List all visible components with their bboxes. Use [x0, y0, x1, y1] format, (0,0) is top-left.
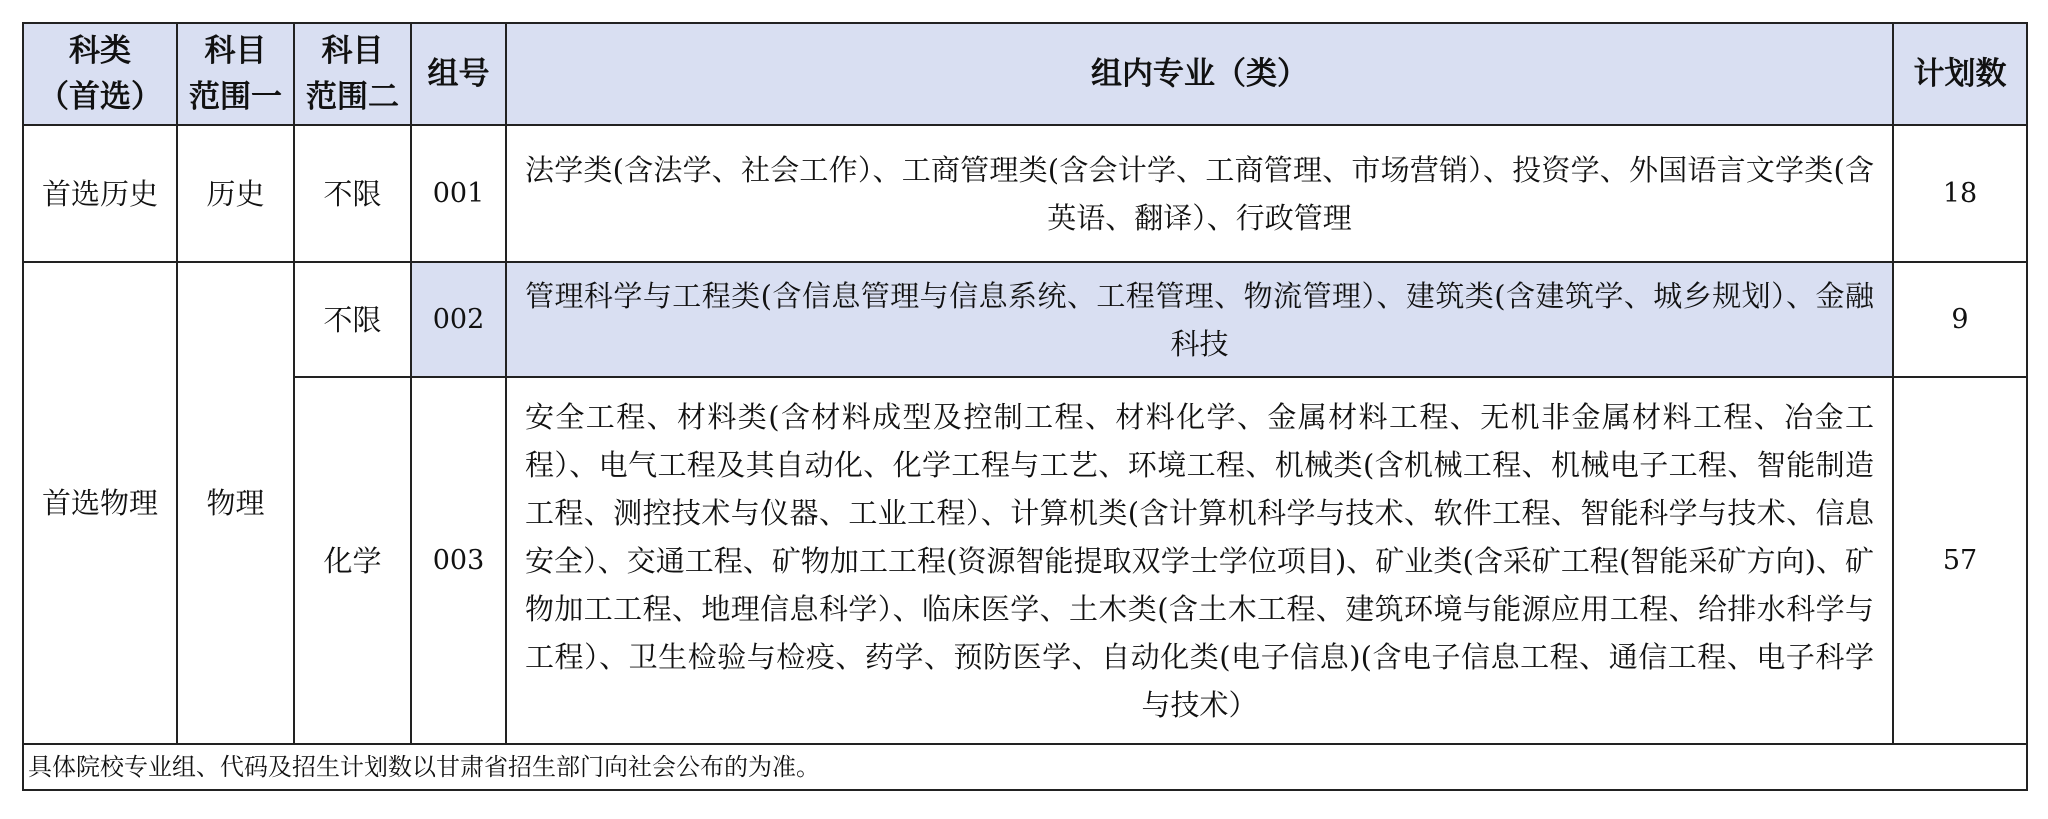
header-plan-count: 计划数	[1893, 23, 2027, 125]
cell-group-no: 001	[411, 125, 506, 262]
cell-plan-count: 9	[1893, 262, 2027, 377]
header-subject-category: 科类 （首选）	[23, 23, 177, 125]
header-subject-scope-2: 科目 范围二	[294, 23, 411, 125]
cell-plan-count: 18	[1893, 125, 2027, 262]
table-row	[23, 377, 2027, 744]
cell-scope-2: 不限	[294, 262, 411, 377]
cell-majors: 管理科学与工程类(含信息管理与信息系统、工程管理、物流管理）、建筑类(含建筑学、城乡规划）、金融科技	[506, 262, 1893, 377]
header-subject-scope-1: 科目 范围一	[177, 23, 294, 125]
table-footnote: 具体院校专业组、代码及招生计划数以甘肃省招生部门向社会公布的为准。	[23, 744, 2027, 790]
header-group-no: 组号	[411, 23, 506, 125]
header-majors: 组内专业（类）	[506, 23, 1893, 125]
table-note-row	[23, 744, 2027, 790]
table-header-row	[23, 23, 2027, 125]
admission-plan-table	[22, 22, 2028, 791]
cell-scope-1: 物理	[177, 262, 294, 744]
table-row	[23, 125, 2027, 262]
cell-category: 首选历史	[23, 125, 177, 262]
table-row	[23, 262, 2027, 377]
cell-scope-2: 化学	[294, 377, 411, 744]
cell-scope-1: 历史	[177, 125, 294, 262]
cell-group-no: 003	[411, 377, 506, 744]
cell-majors: 法学类(含法学、社会工作）、工商管理类(含会计学、工商管理、市场营销）、投资学、外国语言文学类(含英语、翻译）、行政管理	[506, 125, 1893, 262]
cell-majors: 安全工程、材料类(含材料成型及控制工程、材料化学、金属材料工程、无机非金属材料工程、冶金工程）、电气工程及其自动化、化学工程与工艺、环境工程、机械类(含机械工程、机械电子工程、智能制造工程、测控技术与仪器、工业工程）、计算机类(含计算机科学与技术、软件工程、智能科学与技术、信息安全）、交通工程、矿物加工工程(资源智能提取双学士学位项目)、矿业类(含采矿工程(智能采矿方向)、矿物加工工程、地理信息科学）、临床医学、土木类(含土木工程、建筑环境与能源应用工程、给排水科学与工程）、卫生检验与检疫、药学、预防医学、自动化类(电子信息)(含电子信息工程、通信工程、电子科学与技术）	[506, 377, 1893, 744]
cell-scope-2: 不限	[294, 125, 411, 262]
cell-category: 首选物理	[23, 262, 177, 744]
cell-group-no: 002	[411, 262, 506, 377]
cell-plan-count: 57	[1893, 377, 2027, 744]
admission-plan-table-container	[22, 22, 2026, 791]
